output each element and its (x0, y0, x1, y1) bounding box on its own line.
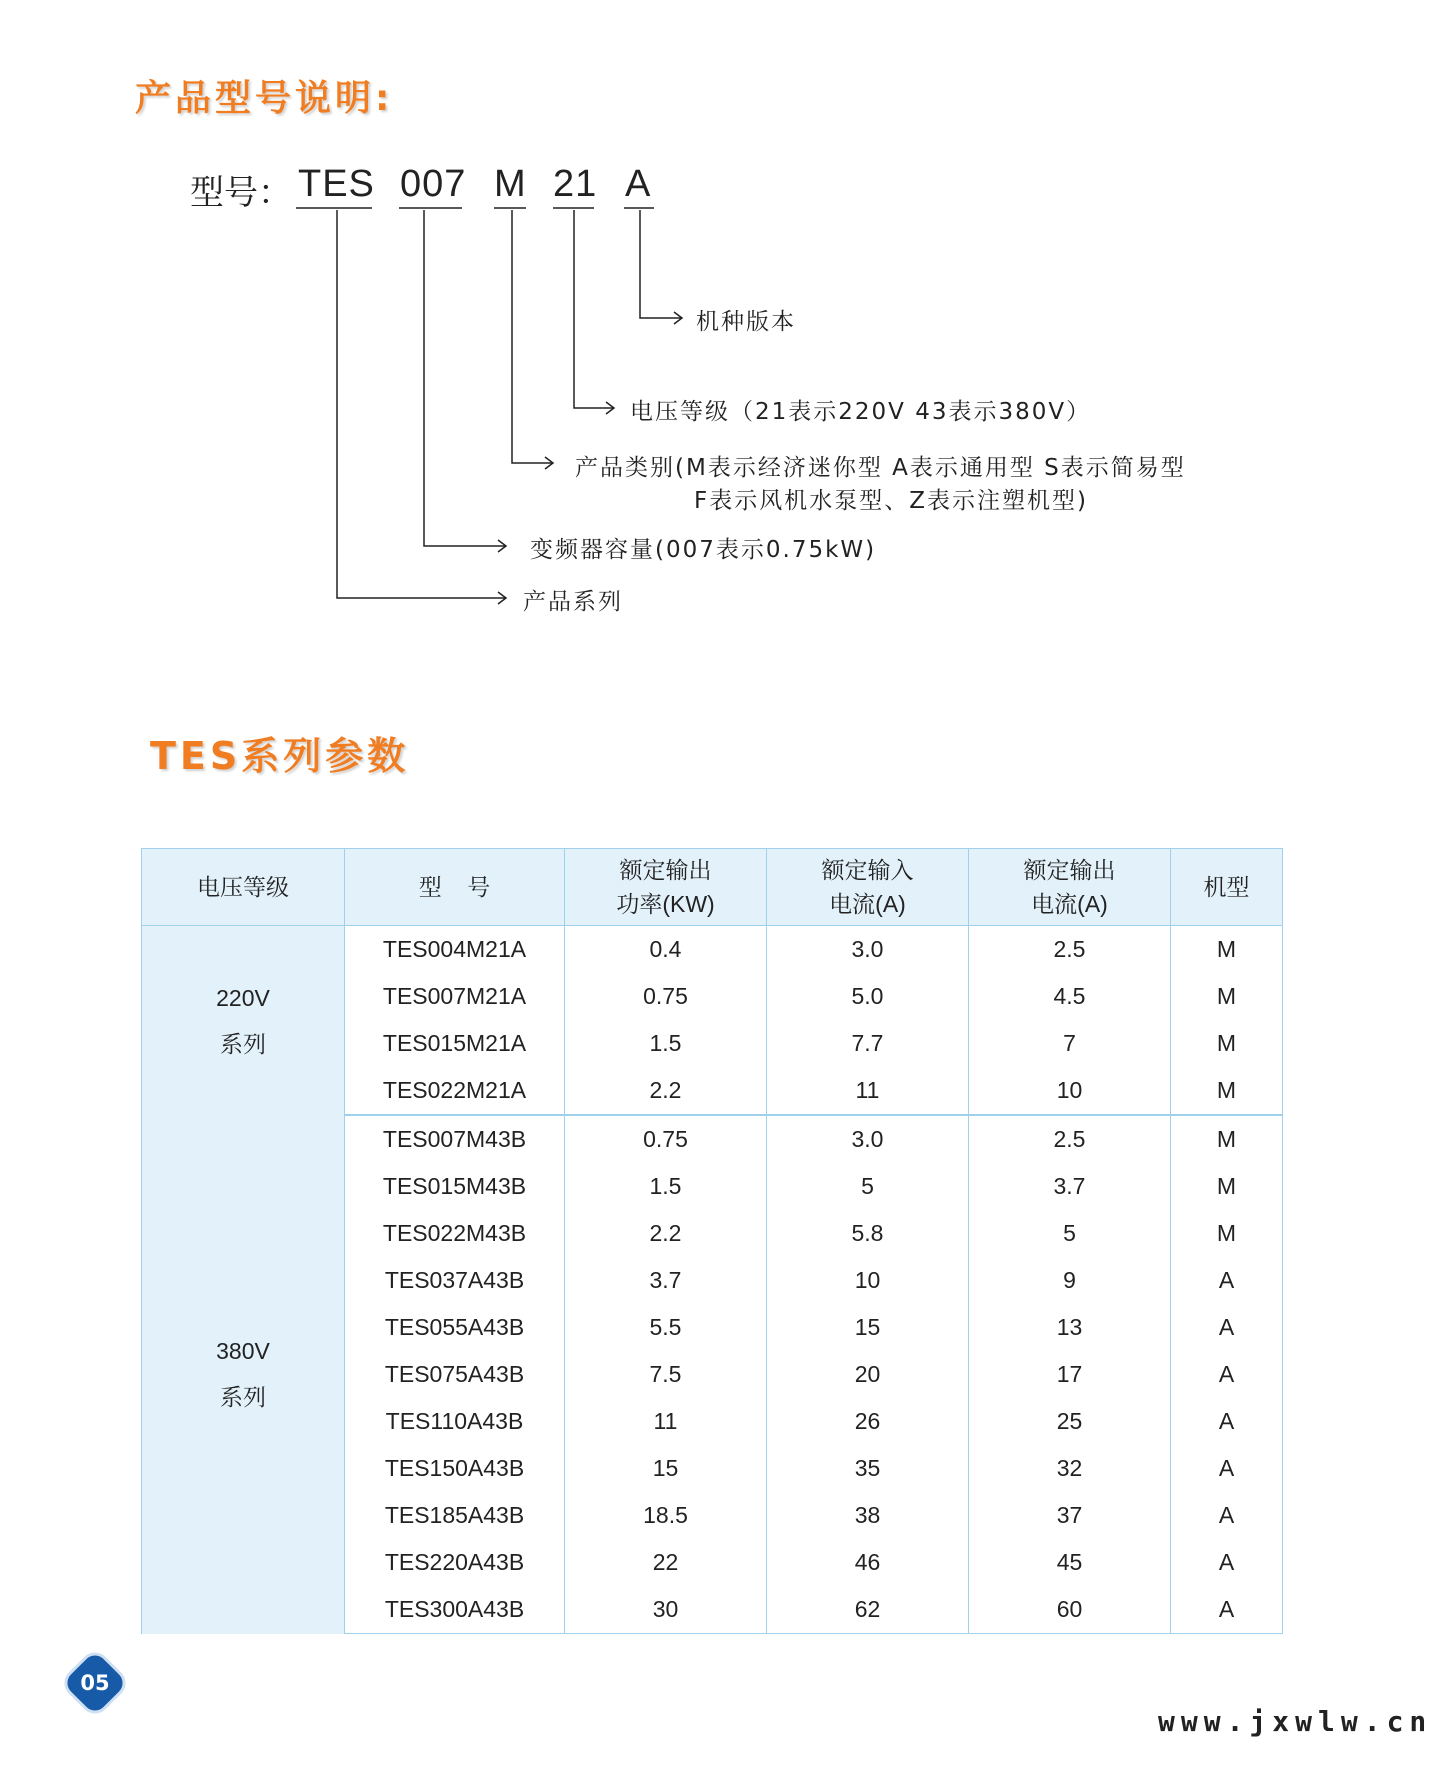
cell-type: M (1171, 973, 1283, 1020)
cell-output-current: 3.7 (969, 1163, 1171, 1210)
cell-input-current: 15 (767, 1304, 969, 1351)
cell-type: M (1171, 1115, 1283, 1163)
cell-power: 0.75 (565, 1115, 767, 1163)
header-input-line1: 额定输入 (821, 857, 914, 883)
cell-output-current: 2.5 (969, 1115, 1171, 1163)
cell-output-current: 60 (969, 1586, 1171, 1634)
cell-output-current: 2.5 (969, 926, 1171, 974)
cell-type: M (1171, 1210, 1283, 1257)
cell-power: 18.5 (565, 1492, 767, 1539)
cell-model: TES075A43B (345, 1351, 565, 1398)
cell-model: TES037A43B (345, 1257, 565, 1304)
cell-model: TES150A43B (345, 1445, 565, 1492)
cell-input-current: 5 (767, 1163, 969, 1210)
cell-model: TES220A43B (345, 1539, 565, 1586)
model-segment-series: TES (298, 163, 375, 205)
header-input-current (767, 849, 969, 926)
page-number: 05 (80, 1671, 110, 1695)
header-power (565, 849, 767, 926)
parameters-table (141, 848, 1283, 1634)
group-220v (142, 926, 345, 1116)
cell-type: A (1171, 1445, 1283, 1492)
cell-model: TES022M21A (345, 1067, 565, 1115)
desc-capacity: 变频器容量(007表示0.75kW) (530, 537, 877, 563)
connector-category (512, 210, 553, 463)
cell-input-current: 10 (767, 1257, 969, 1304)
connector-voltage (574, 210, 614, 408)
cell-output-current: 37 (969, 1492, 1171, 1539)
model-label: 型号： (190, 173, 292, 213)
site-url: www.jxwlw.cn (1158, 1705, 1432, 1738)
model-segment-capacity: 007 (400, 163, 467, 205)
cell-power: 1.5 (565, 1020, 767, 1067)
header-model-label: 型 号 (418, 874, 491, 900)
cell-model: TES015M21A (345, 1020, 565, 1067)
model-segment-version: A (625, 163, 652, 205)
table-header-row (142, 849, 1283, 926)
cell-power: 2.2 (565, 1210, 767, 1257)
cell-output-current: 32 (969, 1445, 1171, 1492)
cell-model: TES185A43B (345, 1492, 565, 1539)
cell-input-current: 20 (767, 1351, 969, 1398)
group-series-label: 系列 (220, 1384, 266, 1411)
cell-model: TES055A43B (345, 1304, 565, 1351)
cell-output-current: 10 (969, 1067, 1171, 1115)
cell-input-current: 62 (767, 1586, 969, 1634)
cell-type: M (1171, 926, 1283, 974)
cell-input-current: 5.8 (767, 1210, 969, 1257)
header-output-line2: 电流(A) (1031, 891, 1108, 917)
cell-model: TES007M43B (345, 1115, 565, 1163)
cell-type: M (1171, 1020, 1283, 1067)
cell-output-current: 9 (969, 1257, 1171, 1304)
desc-version: 机种版本 (696, 309, 796, 335)
header-model (345, 849, 565, 926)
cell-input-current: 46 (767, 1539, 969, 1586)
desc-category-line1: 产品类别(M表示经济迷你型 A表示通用型 S表示简易型 (575, 455, 1186, 481)
cell-type: M (1171, 1163, 1283, 1210)
group-380v (142, 1115, 345, 1634)
cell-input-current: 5.0 (767, 973, 969, 1020)
cell-type: M (1171, 1067, 1283, 1115)
cell-model: TES007M21A (345, 973, 565, 1020)
table-row (142, 926, 1283, 974)
cell-type: A (1171, 1539, 1283, 1586)
cell-input-current: 11 (767, 1067, 969, 1115)
header-output-line1: 额定输出 (1023, 857, 1116, 883)
cell-output-current: 13 (969, 1304, 1171, 1351)
cell-power: 0.4 (565, 926, 767, 974)
model-segment-voltage: 21 (553, 163, 598, 205)
cell-power: 7.5 (565, 1351, 767, 1398)
connector-capacity (424, 210, 506, 546)
section-title-model-description: 产品型号说明: (135, 78, 394, 119)
cell-power: 2.2 (565, 1067, 767, 1115)
cell-power: 0.75 (565, 973, 767, 1020)
cell-input-current: 3.0 (767, 926, 969, 974)
group-voltage-label: 220V (216, 984, 270, 1011)
cell-model: TES022M43B (345, 1210, 565, 1257)
desc-series: 产品系列 (523, 589, 623, 615)
cell-output-current: 7 (969, 1020, 1171, 1067)
cell-model: TES004M21A (345, 926, 565, 974)
cell-input-current: 35 (767, 1445, 969, 1492)
cell-model: TES110A43B (345, 1398, 565, 1445)
header-power-line2: 功率(KW) (616, 891, 715, 917)
cell-input-current: 26 (767, 1398, 969, 1445)
cell-type: A (1171, 1304, 1283, 1351)
connector-version (640, 210, 682, 318)
model-segment-category: M (494, 163, 527, 205)
desc-category-line2: F表示风机水泵型、Z表示注塑机型) (694, 488, 1088, 514)
cell-type: A (1171, 1257, 1283, 1304)
cell-type: A (1171, 1492, 1283, 1539)
desc-voltage: 电压等级（21表示220V 43表示380V） (630, 399, 1092, 425)
header-voltage: 电压等级 (142, 849, 345, 926)
table-row (142, 1115, 1283, 1163)
header-input-line2: 电流(A) (829, 891, 906, 917)
header-type: 机型 (1171, 849, 1283, 926)
group-series-label: 系列 (220, 1030, 266, 1057)
cell-type: A (1171, 1586, 1283, 1634)
section-title-series-params: TES系列参数 (150, 734, 410, 778)
cell-power: 22 (565, 1539, 767, 1586)
header-power-line1: 额定输出 (619, 857, 712, 883)
cell-output-current: 4.5 (969, 973, 1171, 1020)
cell-power: 30 (565, 1586, 767, 1634)
cell-output-current: 5 (969, 1210, 1171, 1257)
cell-output-current: 17 (969, 1351, 1171, 1398)
cell-power: 5.5 (565, 1304, 767, 1351)
cell-input-current: 38 (767, 1492, 969, 1539)
cell-type: A (1171, 1398, 1283, 1445)
connector-series (337, 210, 506, 598)
cell-power: 3.7 (565, 1257, 767, 1304)
group-voltage-label: 380V (216, 1338, 270, 1365)
cell-output-current: 45 (969, 1539, 1171, 1586)
header-output-current (969, 849, 1171, 926)
cell-model: TES300A43B (345, 1586, 565, 1634)
cell-type: A (1171, 1351, 1283, 1398)
cell-model: TES015M43B (345, 1163, 565, 1210)
cell-input-current: 3.0 (767, 1115, 969, 1163)
cell-power: 1.5 (565, 1163, 767, 1210)
cell-power: 11 (565, 1398, 767, 1445)
cell-power: 15 (565, 1445, 767, 1492)
cell-output-current: 25 (969, 1398, 1171, 1445)
cell-input-current: 7.7 (767, 1020, 969, 1067)
